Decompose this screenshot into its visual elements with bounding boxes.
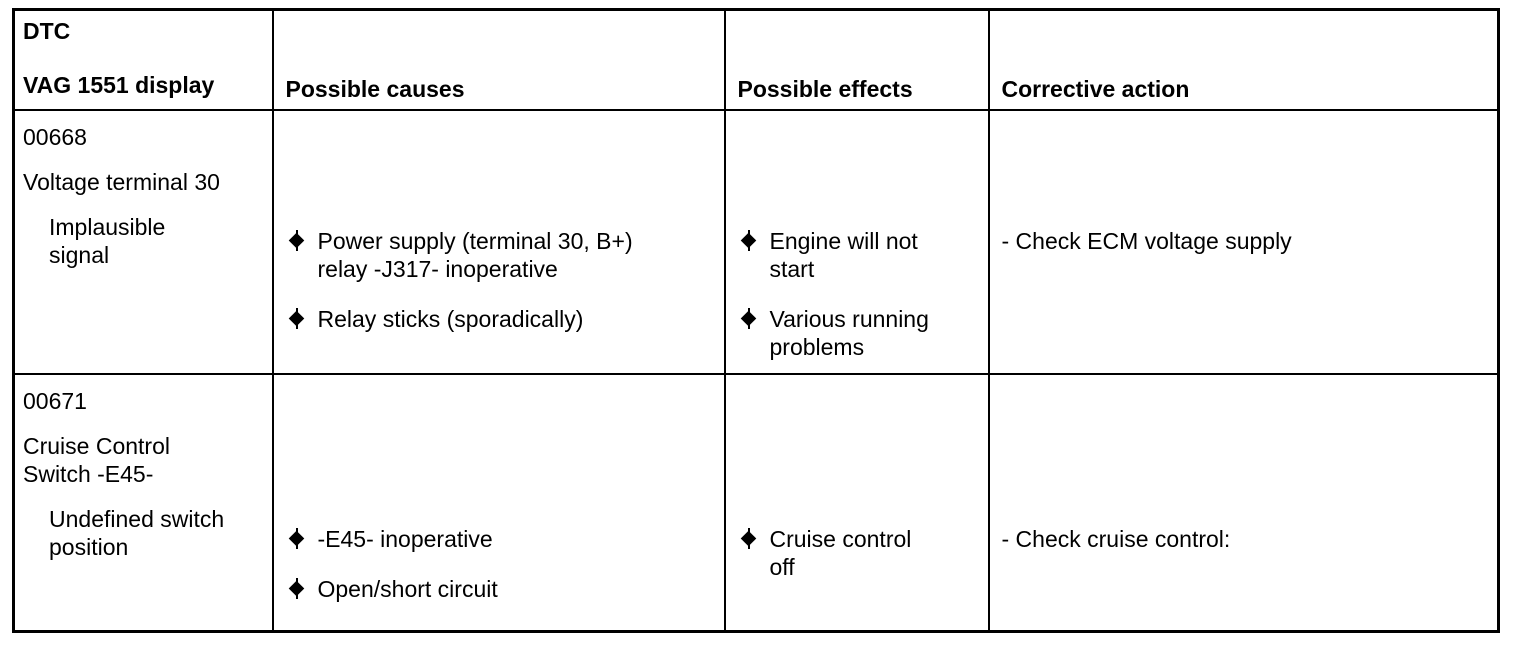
header-dtc-line1: DTC [23,18,71,44]
action-cell-00671 [989,374,1499,632]
effect-item [742,525,980,581]
header-possible-effects-label: Possible effects [737,75,913,102]
diamond-bullet-icon [290,230,304,251]
diamond-bullet-icon [290,578,304,599]
dtc-detail: Implausible signal [49,213,166,268]
action-cell-00668 [989,110,1499,374]
cause-item-text: -E45- inoperative [317,525,493,552]
header-possible-causes [273,10,725,110]
causes-cell-00671 [273,374,725,632]
diamond-bullet-icon [290,308,304,329]
cause-item-text: Open/short circuit [317,575,498,602]
effect-item-text: Engine will not start [769,227,918,282]
diamond-bullet-icon [742,528,756,549]
dtc-table [12,8,1500,633]
diamond-bullet-icon [742,230,756,251]
cause-item [290,227,716,283]
header-possible-causes-label: Possible causes [285,75,465,102]
header-dtc-line2: VAG 1551 display [23,72,215,98]
effects-cell-00668 [725,110,989,374]
diamond-bullet-icon [290,528,304,549]
effect-item [742,227,980,283]
effect-item-text: Various running problems [769,305,929,360]
effect-item-text: Cruise control off [769,525,912,580]
dtc-name: Cruise Control Switch -E45- [23,432,170,487]
table-row-00668 [14,110,1499,374]
dtc-code: 00671 [23,387,87,414]
dtc-name: Voltage terminal 30 [23,168,220,195]
diamond-bullet-icon [742,308,756,329]
dtc-cell-00668 [14,110,273,374]
header-possible-effects [725,10,989,110]
header-corrective-action-label: Corrective action [1001,75,1190,102]
corrective-action-text: - Check cruise control: [1001,525,1231,552]
corrective-action-text: - Check ECM voltage supply [1001,227,1292,254]
cause-item-text: Relay sticks (sporadically) [317,305,584,332]
dtc-detail: Undefined switch position [49,505,225,560]
effects-cell-00671 [725,374,989,632]
causes-cell-00668 [273,110,725,374]
cause-item [290,525,716,553]
header-corrective-action [989,10,1499,110]
cause-item [290,575,716,603]
header-dtc [14,10,273,110]
dtc-code: 00668 [23,123,87,150]
effect-item [742,305,980,361]
dtc-cell-00671 [14,374,273,632]
table-row-00671 [14,374,1499,632]
header-row [14,10,1499,110]
cause-item-text: Power supply (terminal 30, B+) relay -J317- inoperative [317,227,633,282]
cause-item [290,305,716,333]
